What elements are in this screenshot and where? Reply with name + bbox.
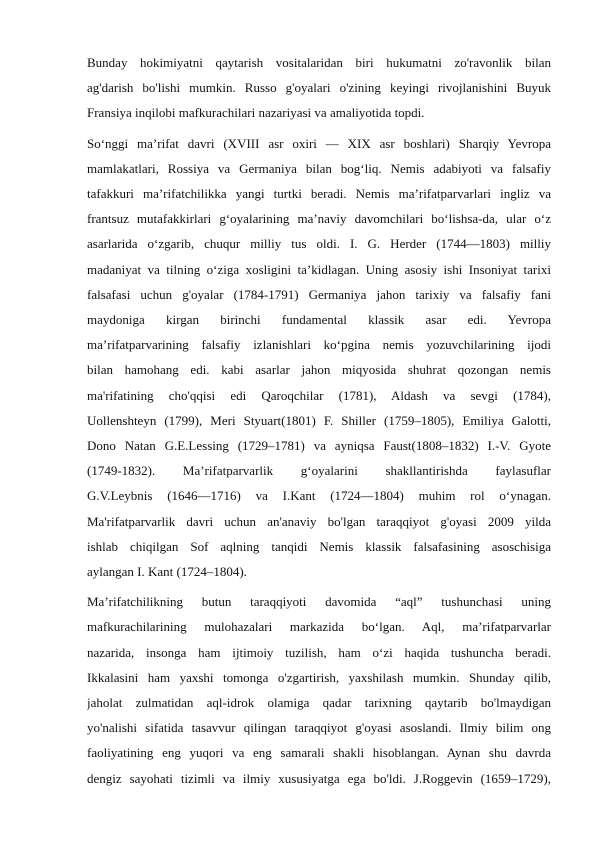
paragraph-1 <box>87 50 551 126</box>
text-line: Fransiya inqilobi mafkurachilari nazariyasi va amaliyotida topdi. <box>87 105 425 121</box>
document-page <box>87 50 551 796</box>
text-line: frantsuz mutafakkirlari g‘oyalarining ma’naviy davomchilari bo‘lishsa-da, ular o‘z <box>87 211 551 227</box>
text-line: aylangan I. Kant (1724–1804). <box>87 564 247 580</box>
paragraph-3 <box>87 589 551 791</box>
text-line: mamlakatlari, Rossiya va Germaniya bilan bog‘liq. Nemis adabiyoti va falsafiy <box>87 160 551 176</box>
text-line: ag'darish bo'lishi mumkin. Russo g'oyalari o'zining keyingi rivojlanishini Buyuk <box>87 80 551 96</box>
text-line: ma’rifatparvarining falsafiy izlanishlari ko‘pgina nemis yozuvchilarining ijodi <box>87 337 551 353</box>
text-line: asarlarida o‘zgarib, chuqur milliy tus oldi. I. G. Herder (1744—1803) milliy <box>87 236 551 252</box>
text-line: So‘nggi ma’rifat davri (XVIII asr oxiri — XIX asr boshlari) Sharqiy Yevropa <box>87 135 551 151</box>
text-line: jaholat zulmatidan aql-idrok olamiga qadar tarixning qaytarib bo'lmaydigan <box>87 695 551 711</box>
text-line: yo'nalishi sifatida tasavvur qilingan taraqqiyot g'oyasi asoslandi. Ilmiy bilim ong <box>87 720 551 736</box>
text-line: ma'rifatining cho'qqisi edi Qaroqchilar (1781), Aldash va sevgi (1784), <box>87 387 551 403</box>
text-line: mafkurachilarining mulohazalari markazida bo‘lgan. Aql, ma’rifatparvarlar <box>87 619 551 635</box>
text-line: faoliyatining eng yuqori va eng samarali shakli hisoblangan. Aynan shu davrda <box>87 745 551 761</box>
text-line: Uollenshteyn (1799), Meri Styuart(1801) F. Shiller (1759–1805), Emiliya Galotti, <box>87 412 551 428</box>
text-line: bilan hamohang edi. kabi asarlar jahon miqyosida shuhrat qozongan nemis <box>87 362 551 378</box>
text-line: Dono Natan G.E.Lessing (1729–1781) va ayniqsa Faust(1808–1832) I.-V. Gyote <box>87 438 551 454</box>
text-line: madaniyat va tilning o‘ziga xosligini ta’kidlagan. Uning asosiy ishi Insoniyat tarixi <box>87 261 551 277</box>
text-line: Ikkalasini ham yaxshi tomonga o'zgartirish, yaxshilash mumkin. Shunday qilib, <box>87 669 551 685</box>
text-line: falsafasi uchun g'oyalar (1784-1791) Germaniya jahon tarixiy va falsafiy fani <box>87 286 551 302</box>
text-line: Bunday hokimiyatni qaytarish vositalaridan biri hukumatni zo'ravonlik bilan <box>87 55 551 70</box>
text-line: (1749-1832). Ma’rifatparvarlik g‘oyalarini shakllantirishda faylasuflar <box>87 463 551 479</box>
text-line: nazarida, insonga ham ijtimoiy tuzilish, ham o‘zi haqida tushuncha beradi. <box>87 644 551 660</box>
text-line: maydoniga kirgan birinchi fundamental klassik asar edi. Yevropa <box>87 312 551 328</box>
text-line: ishlab chiqilgan Sof aqlning tanqidi Nemis klassik falsafasining asoschisiga <box>87 538 551 554</box>
text-line: dengiz sayohati tizimli va ilmiy xususiyatga ega bo'ldi. J.Roggevin (1659–1729), <box>87 770 551 786</box>
text-line: Ma'rifatparvarlik davri uchun an'anaviy bo'lgan taraqqiyot g'oyasi 2009 yilda <box>87 513 551 529</box>
paragraph-2 <box>87 131 551 585</box>
text-line: Ma’rifatchilikning butun taraqqiyoti davomida “aql” tushunchasi uning <box>87 594 551 610</box>
text-line: tafakkuri ma’rifatchilikka yangi turtki beradi. Nemis ma’rifatparvarlari ingliz va <box>87 186 551 202</box>
text-line: G.V.Leybnis (1646—1716) va I.Kant (1724—1804) muhim rol o‘ynagan. <box>87 488 551 504</box>
